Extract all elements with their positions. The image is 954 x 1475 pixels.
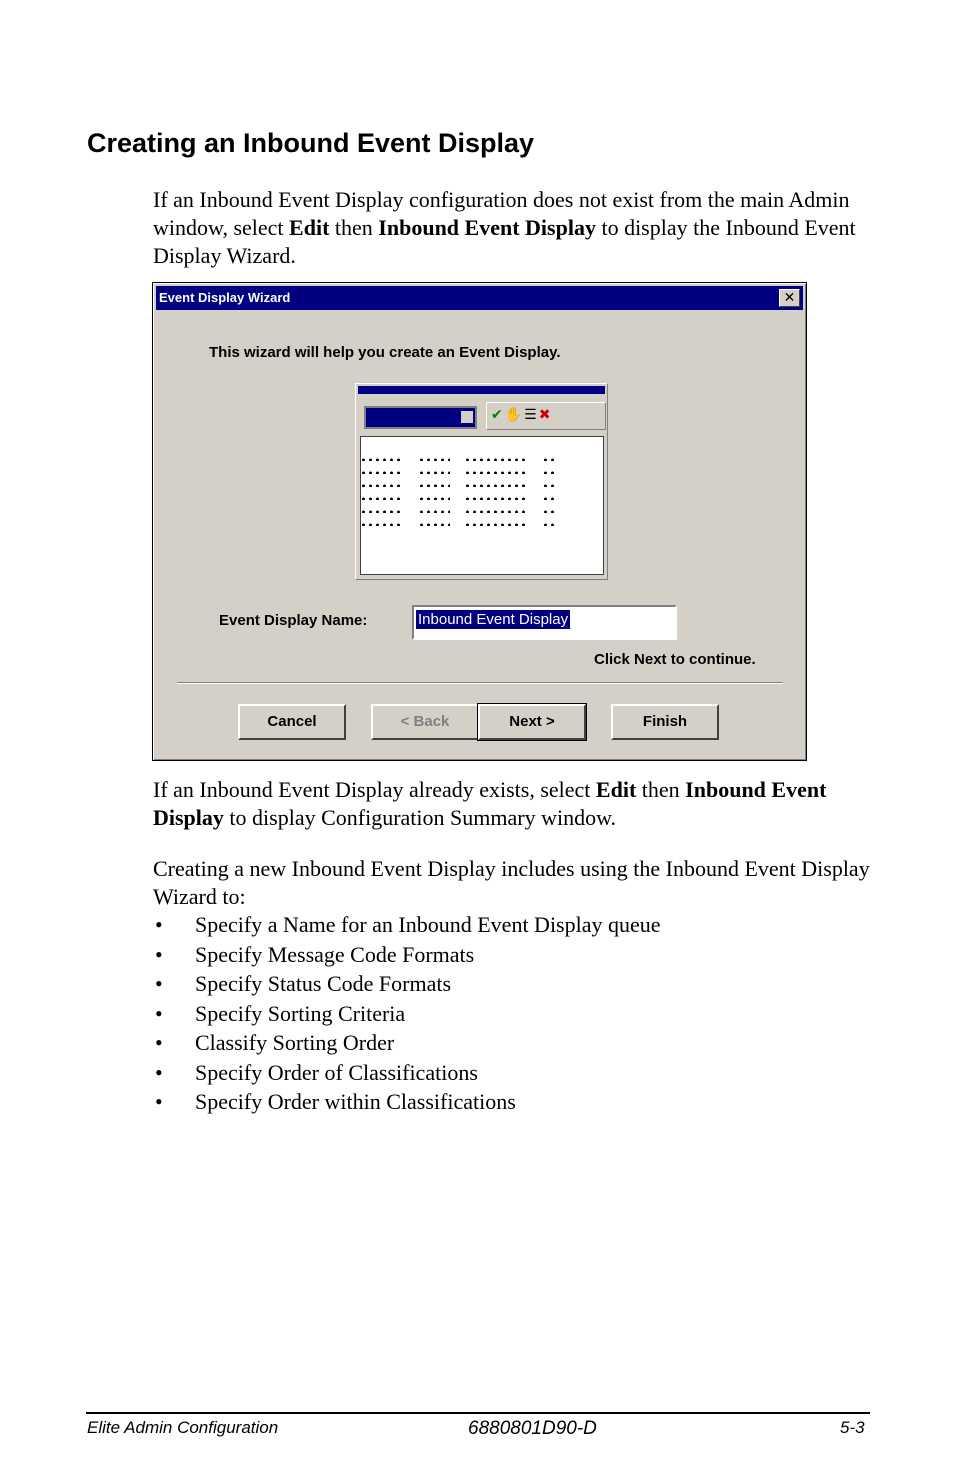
illustration-row xyxy=(360,474,570,478)
list-item: • Specify Order within Classifications xyxy=(155,1089,516,1114)
event-display-name-value: Inbound Event Display xyxy=(418,611,569,628)
illustration-list xyxy=(360,436,604,575)
illustration-row xyxy=(360,500,570,504)
next-button[interactable]: Next > xyxy=(478,704,586,740)
illustration-row xyxy=(360,513,570,517)
dialog-titlebar[interactable] xyxy=(156,286,803,310)
close-icon: ✕ xyxy=(783,289,796,305)
event-display-wizard-dialog xyxy=(152,282,807,761)
chevron-down-icon xyxy=(461,411,473,423)
dialog-title: Event Display Wizard xyxy=(159,290,291,305)
wizard-intro-text: This wizard will help you create an Event Display. xyxy=(209,344,561,361)
cancel-button[interactable]: Cancel xyxy=(238,704,346,740)
footer-page-number: 5-3 xyxy=(840,1418,865,1437)
illustration-toolbar xyxy=(486,402,606,430)
illustration-row xyxy=(360,448,570,452)
wizard-steps-intro: Creating a new Inbound Event Display includes using the Inbound Event Display Wizard to: xyxy=(153,856,870,909)
list-item: • Specify Sorting Criteria xyxy=(155,1000,406,1026)
section-heading: Creating an Inbound Event Display xyxy=(87,128,535,158)
illustration-row xyxy=(360,461,570,465)
footer-doc-number: 6880801D90-D xyxy=(468,1418,597,1439)
illustration-titlebar xyxy=(358,386,605,394)
hand-icon: ✋ xyxy=(504,406,525,422)
dialog-divider xyxy=(177,682,783,684)
intro-paragraph: If an Inbound Event Display configuration does not exist from the main Admin window, select Edit then Inbound Event Display to display the Inbound Event Display Wizard. xyxy=(153,187,856,268)
footer-doc-title: Elite Admin Configuration xyxy=(87,1418,279,1437)
list-item: • Specify Status Code Formats xyxy=(155,971,452,996)
close-button[interactable] xyxy=(779,289,800,307)
wizard-steps-list xyxy=(153,911,661,1118)
event-display-name-label: Event Display Name: xyxy=(219,612,368,629)
existing-display-paragraph: If an Inbound Event Display already exists, select Edit then Inbound Event Display to display Configuration Summary window. xyxy=(153,777,827,830)
event-display-name-input[interactable] xyxy=(412,605,677,640)
list-item: • Specify a Name for an Inbound Event Display queue xyxy=(155,912,661,937)
check-icon: ✔ xyxy=(491,406,505,422)
illustration-combo xyxy=(364,406,477,429)
list-item: • Classify Sorting Order xyxy=(155,1030,395,1055)
list-item: • Specify Order of Classifications xyxy=(155,1059,478,1085)
back-button[interactable]: < Back xyxy=(371,704,479,740)
x-icon: ✖ xyxy=(538,406,553,422)
list-item: • Specify Message Code Formats xyxy=(155,941,475,967)
continue-hint: Click Next to continue. xyxy=(594,651,756,668)
finish-button[interactable]: Finish xyxy=(611,704,719,740)
wizard-illustration xyxy=(355,383,608,580)
list-icon: ☰ xyxy=(524,406,539,422)
illustration-row xyxy=(360,487,570,491)
footer-rule xyxy=(86,1412,870,1414)
